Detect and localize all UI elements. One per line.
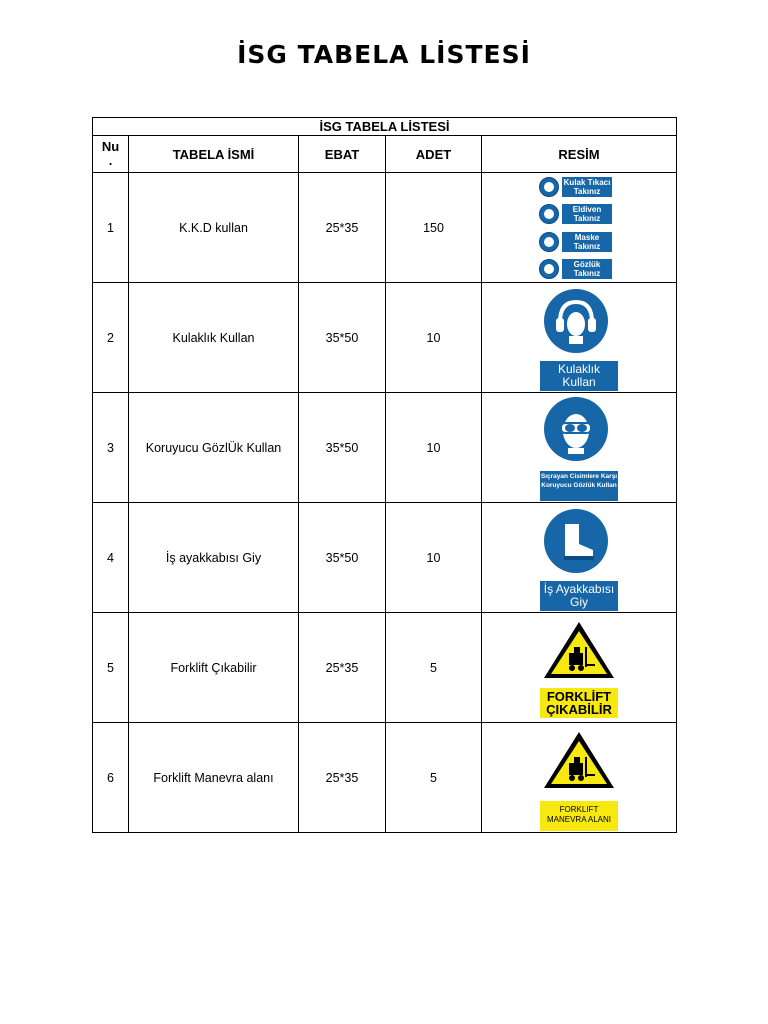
mask-icon xyxy=(539,232,559,252)
row-count: 5 xyxy=(386,613,482,723)
header-name: TABELA İSMİ xyxy=(129,136,299,173)
row-image xyxy=(482,173,677,283)
row-image xyxy=(482,283,677,393)
ppe-sign xyxy=(537,173,621,282)
row-size: 25*35 xyxy=(299,613,386,723)
row-image xyxy=(482,393,677,503)
row-count: 10 xyxy=(386,503,482,613)
row-size: 35*50 xyxy=(299,503,386,613)
row-name: Kulaklık Kullan xyxy=(129,283,299,393)
mask-plate: Maske Takınız xyxy=(539,230,617,253)
row-nu: 6 xyxy=(93,723,129,833)
table-row xyxy=(93,503,677,613)
table-header-row xyxy=(93,136,677,173)
row-size: 35*50 xyxy=(299,283,386,393)
row-size: 25*35 xyxy=(299,173,386,283)
row-count: 5 xyxy=(386,723,482,833)
row-nu: 2 xyxy=(93,283,129,393)
row-count: 10 xyxy=(386,393,482,503)
page-title: İSG TABELA LİSTESİ xyxy=(237,40,531,69)
row-image xyxy=(482,723,677,833)
row-image xyxy=(482,503,677,613)
row-size: 25*35 xyxy=(299,723,386,833)
header-nu: Nu . xyxy=(93,136,129,173)
goggles-plate: Gözlük Takınız xyxy=(539,257,617,280)
table-caption-row xyxy=(93,118,677,136)
table-row xyxy=(93,613,677,723)
safety-boot-icon xyxy=(544,509,608,573)
table-row xyxy=(93,173,677,283)
row-nu: 4 xyxy=(93,503,129,613)
row-image xyxy=(482,613,677,723)
goggles-icon xyxy=(544,397,608,461)
earplug-plate: Kulak Tıkacı Takınız xyxy=(539,175,617,198)
earplug-icon xyxy=(539,177,559,197)
row-count: 10 xyxy=(386,283,482,393)
row-nu: 3 xyxy=(93,393,129,503)
header-count: ADET xyxy=(386,136,482,173)
header-image: RESİM xyxy=(482,136,677,173)
row-name: Koruyucu GözlÜk Kullan xyxy=(129,393,299,503)
ear-protection-icon xyxy=(544,289,608,353)
forklift-warning-icon xyxy=(541,619,617,681)
ear-protection-sign: Kulaklık Kullan xyxy=(537,283,621,392)
row-size: 35*50 xyxy=(299,393,386,503)
forklift-warning-icon xyxy=(541,729,617,791)
forklift-area-sign: FORKLIFT MANEVRA ALANI xyxy=(537,723,621,832)
glove-plate: Eldiven Takınız xyxy=(539,202,617,225)
row-count: 150 xyxy=(386,173,482,283)
header-size: EBAT xyxy=(299,136,386,173)
row-name: Forklift Çıkabilir xyxy=(129,613,299,723)
row-nu: 1 xyxy=(93,173,129,283)
goggles-sign: Sıçrayan Cisimlere Karşı Koruyucu Gözlük Kullan xyxy=(537,393,621,502)
table-caption: İSG TABELA LİSTESİ xyxy=(93,118,677,136)
row-nu: 5 xyxy=(93,613,129,723)
sign-list-table xyxy=(92,117,677,833)
safety-boot-sign: İş Ayakkabısı Giy xyxy=(537,503,621,612)
table-row xyxy=(93,283,677,393)
glove-icon xyxy=(539,204,559,224)
goggles-icon xyxy=(539,259,559,279)
table-row xyxy=(93,723,677,833)
forklift-exit-sign: FORKLİFT ÇIKABİLİR xyxy=(537,613,621,722)
row-name: K.K.D kullan xyxy=(129,173,299,283)
row-name: İş ayakkabısı Giy xyxy=(129,503,299,613)
table-row xyxy=(93,393,677,503)
row-name: Forklift Manevra alanı xyxy=(129,723,299,833)
